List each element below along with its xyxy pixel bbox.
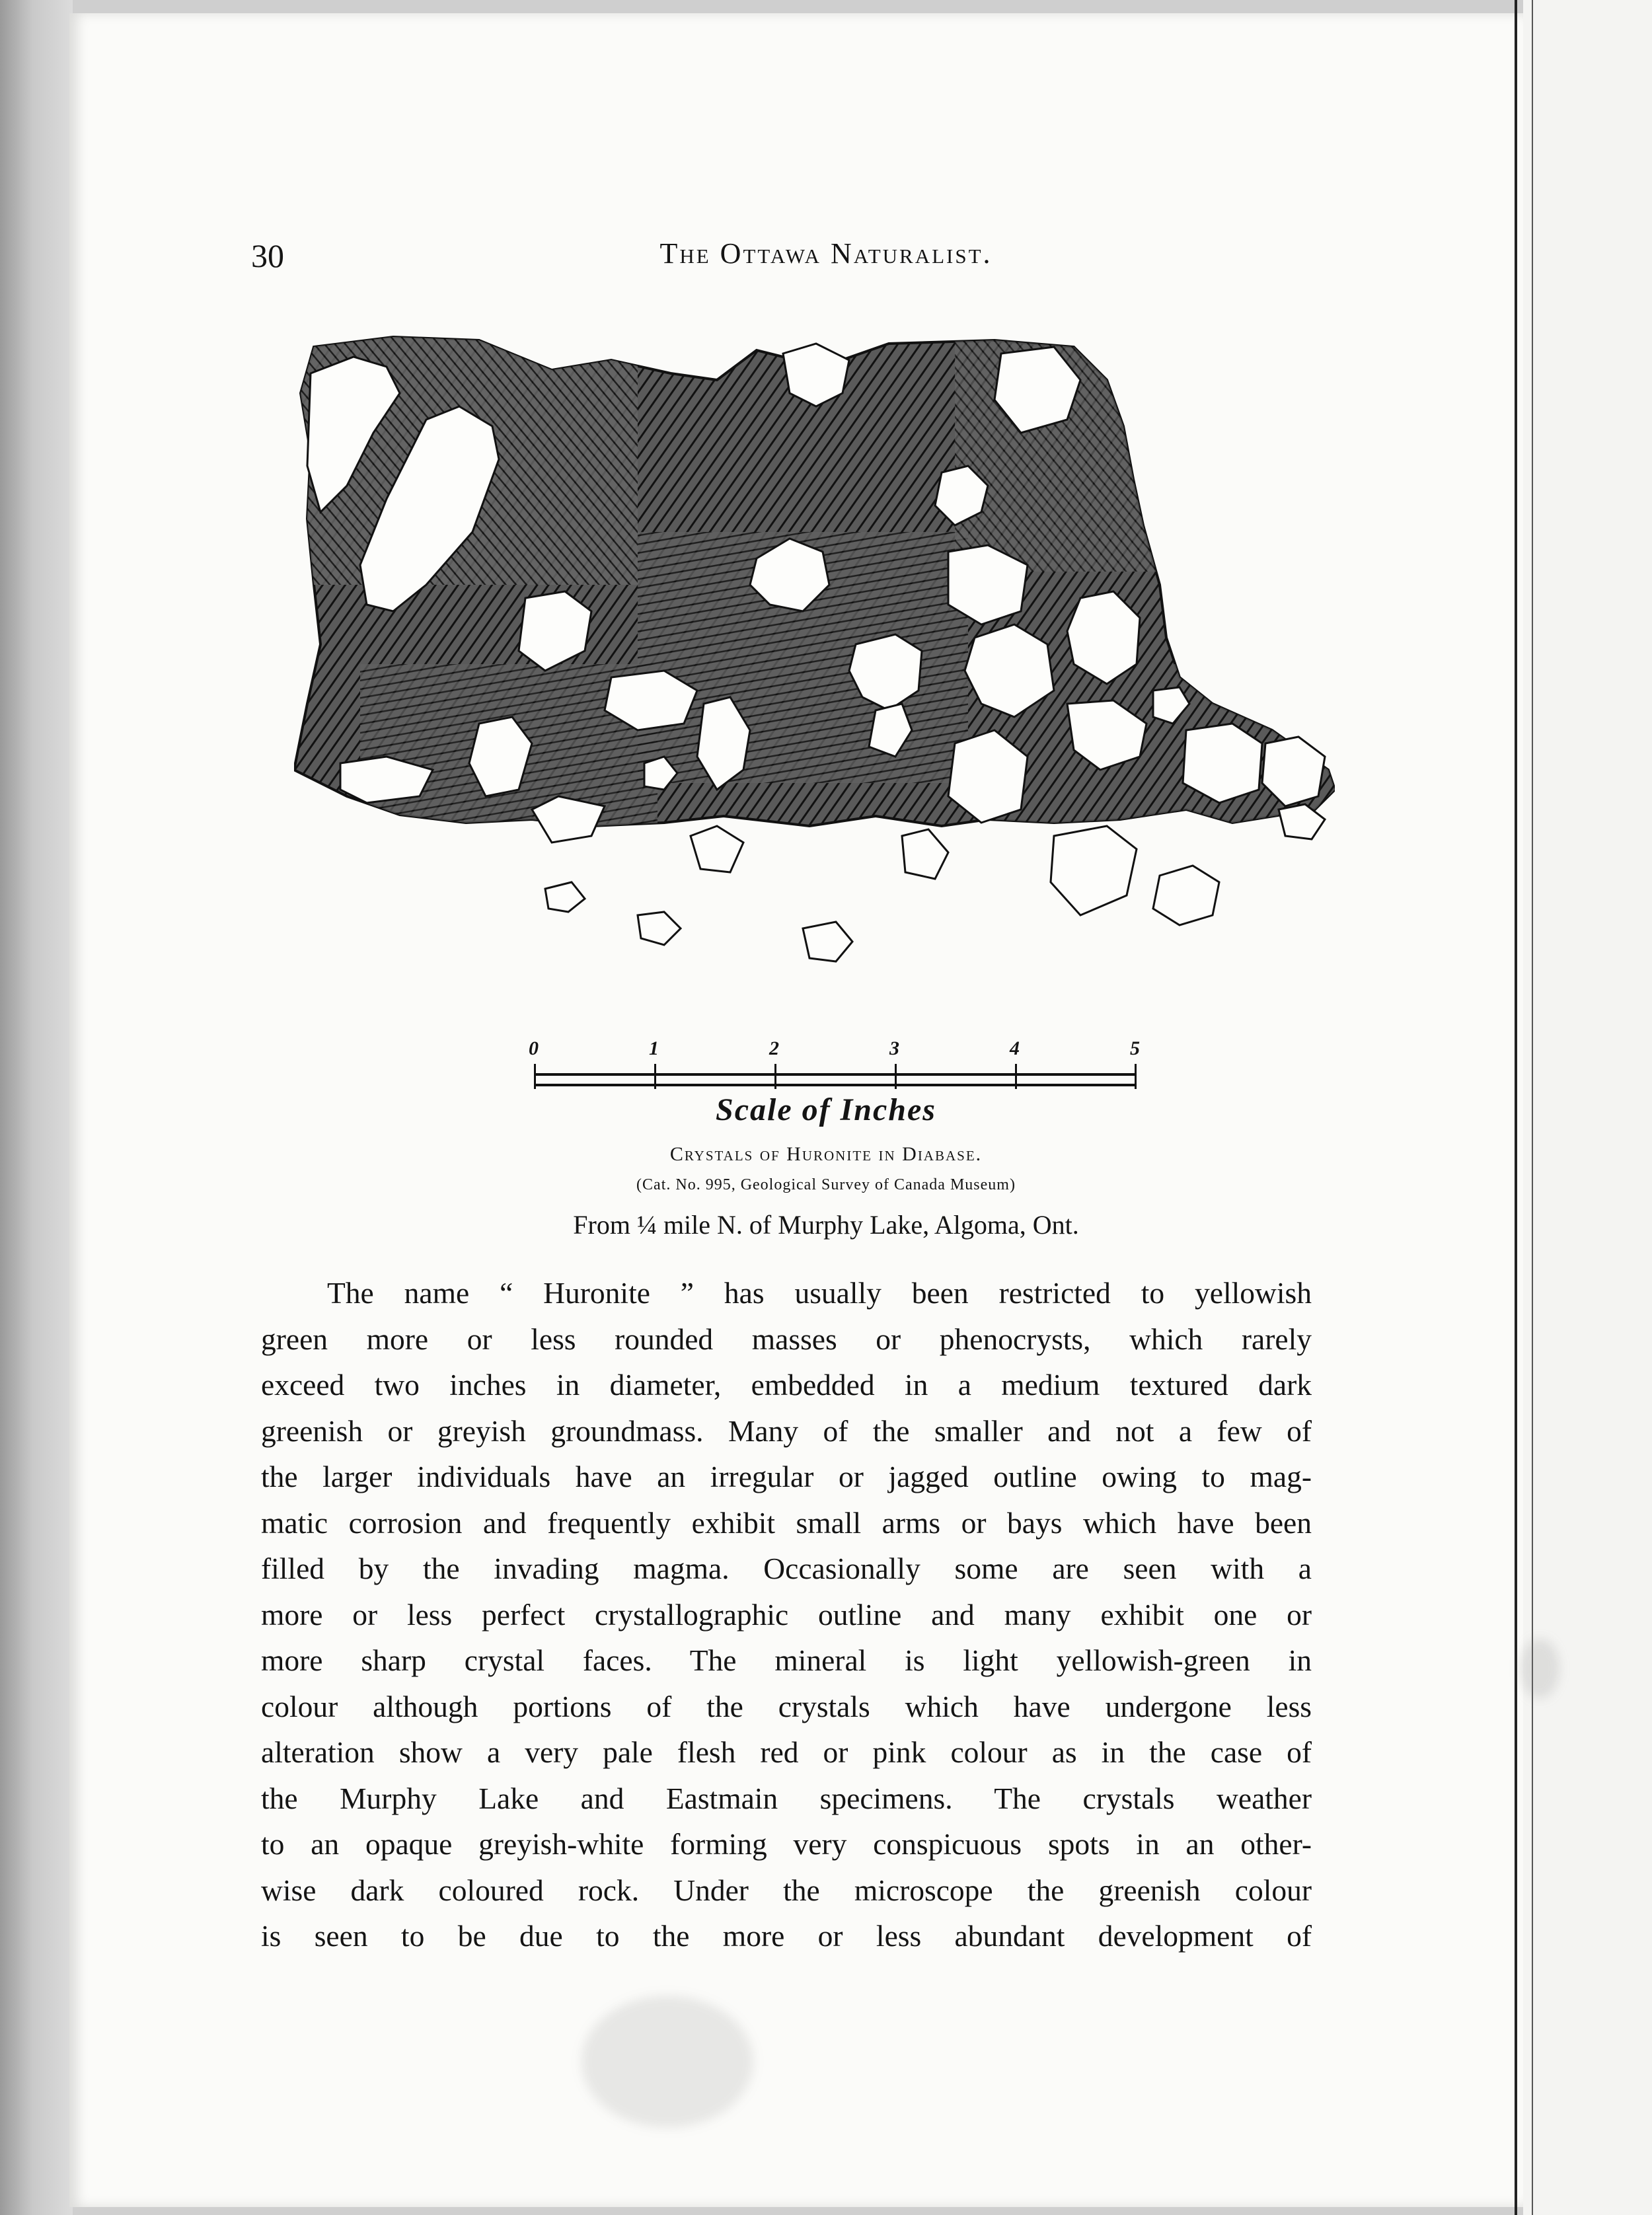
scale-title: Scale of Inches — [716, 1092, 936, 1127]
text-line: the Murphy Lake and Eastmain specimens. The crystals weather — [261, 1781, 1312, 1815]
figure-caption-catalog: (Cat. No. 995, Geological Survey of Canada Museum) — [636, 1176, 1016, 1193]
scale-tick-label: 5 — [1130, 1037, 1140, 1059]
scale-tick — [1015, 1064, 1017, 1089]
text-line: wise dark coloured rock. Under the microscope the greenish colour — [261, 1873, 1312, 1907]
text-line: is seen to be due to the more or less abundant development of — [261, 1919, 1312, 1953]
text-line: greenish or greyish groundmass. Many of the smaller and not a few of — [261, 1413, 1312, 1448]
huronite-specimen-illustration — [294, 334, 1335, 1051]
scan-smudge — [582, 1996, 753, 2128]
scale-tick-label: 0 — [529, 1037, 539, 1059]
text-line: more or less perfect crystallographic outline and many exhibit one or — [261, 1597, 1312, 1632]
scale-tick — [534, 1064, 536, 1089]
text-line: to an opaque greyish-white forming very conspicuous spots in an other- — [261, 1827, 1312, 1861]
running-title: The Ottawa Naturalist. — [659, 237, 993, 270]
figure-caption-location: From ¼ mile N. of Murphy Lake, Algoma, Ont. — [573, 1210, 1079, 1240]
scale-tick — [895, 1064, 897, 1089]
text-line: the larger individuals have an irregular or jagged outline owing to mag- — [261, 1460, 1312, 1493]
page-number: 30 — [251, 237, 284, 274]
text-line: The name “ Huronite ” has usually been restricted to yellowish — [327, 1276, 1312, 1310]
scale-bar — [534, 1073, 1137, 1086]
scale-tick-labels — [0, 1037, 1652, 1064]
scan-smudge — [1520, 1639, 1559, 1698]
text-line: filled by the invading magma. Occasionally some are seen with a — [261, 1552, 1312, 1585]
scale-tick — [1135, 1064, 1137, 1089]
scale-tick-label: 3 — [889, 1037, 899, 1059]
scale-tick-label: 4 — [1010, 1037, 1020, 1059]
text-line: alteration show a very pale flesh red or pink colour as in the case of — [261, 1735, 1312, 1769]
scale-tick-label: 1 — [649, 1037, 659, 1059]
text-line: colour although portions of the crystals which have undergone less — [261, 1689, 1312, 1723]
text-line: matic corrosion and frequently exhibit small arms or bays which have been — [261, 1505, 1312, 1540]
text-line: green more or less rounded masses or phenocrysts, which rarely — [261, 1322, 1312, 1356]
body-paragraph — [261, 1270, 1312, 1959]
scale-tick — [654, 1064, 656, 1089]
figure-caption-title: Crystals of Huronite in Diabase. — [669, 1143, 983, 1165]
scale-tick — [774, 1064, 776, 1089]
text-line: more sharp crystal faces. The mineral is light yellowish-green in — [261, 1643, 1312, 1677]
scale-tick-label: 2 — [769, 1037, 779, 1059]
text-line: exceed two inches in diameter, embedded in a medium textured dark — [261, 1368, 1312, 1402]
